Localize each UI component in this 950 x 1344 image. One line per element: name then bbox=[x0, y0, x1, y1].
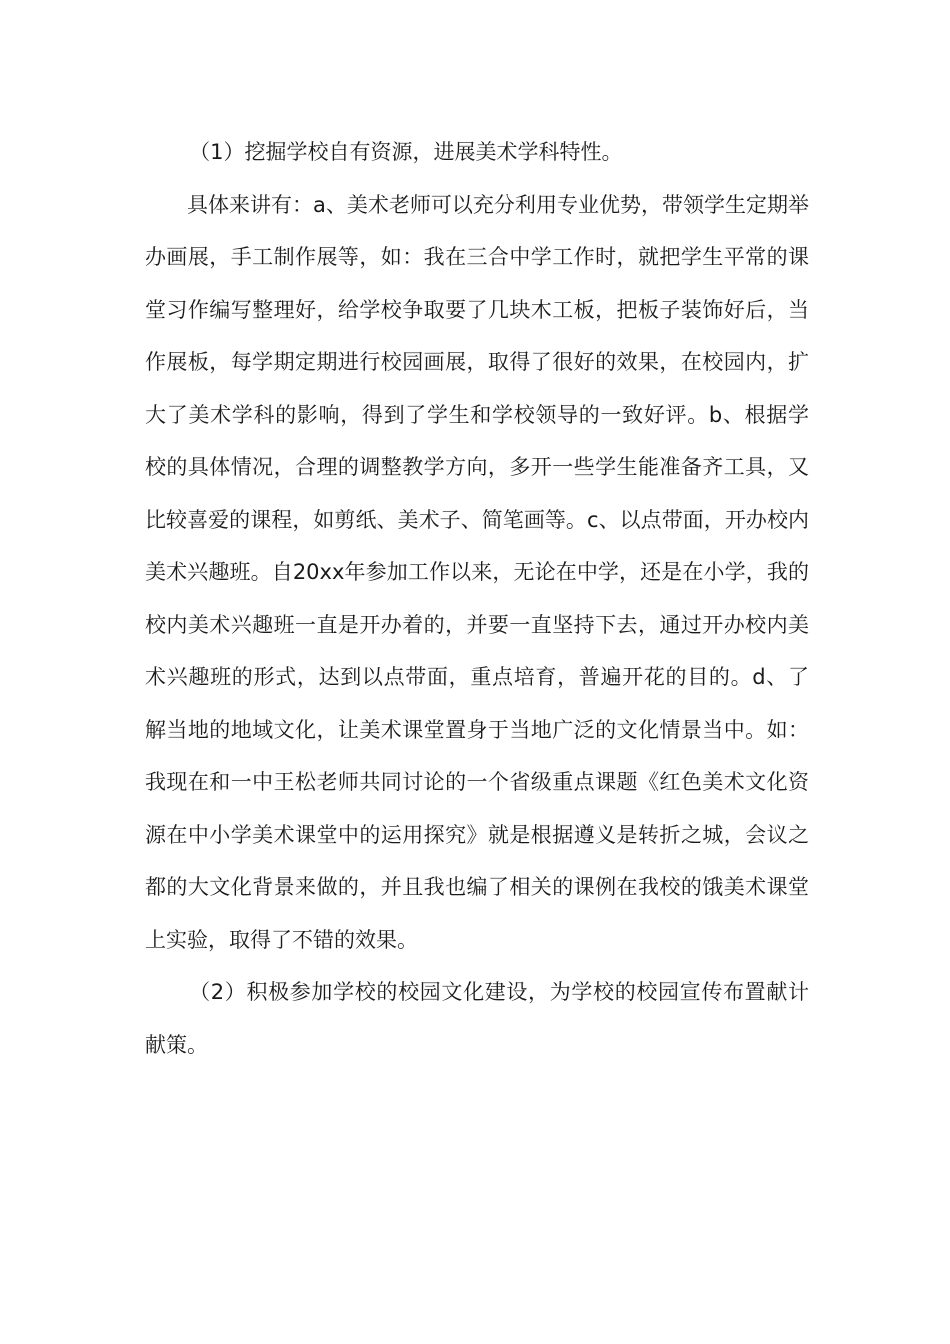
paragraph-item-1: （1）挖掘学校自有资源，进展美术学科特性。 bbox=[189, 140, 623, 164]
document-body bbox=[145, 126, 809, 1071]
paragraph-item-2: （2）积极参加学校的校园文化建设，为学校的校园宣传布置献计献策。 bbox=[145, 980, 809, 1057]
paragraph-details: 具体来讲有：a、美术老师可以充分利用专业优势，带领学生定期举办画展，手工制作展等，如：我在三合中学工作时，就把学生平常的课堂习作编写整理好，给学校争取要了几块木工板，把板子装饰好后，当作展板，每学期定期进行校园画展，取得了很好的效果，在校园内，扩大了美术学科的影响，得到了学生和学校领导的一致好评。b、根据学校的具体情况，合理的调整教学方向，多开一些学生能准备齐工具，又比较喜爱的课程，如剪纸、美术子、简笔画等。c、以点带面，开办校内美术兴趣班。自20xx年参加工作以来，无论在中学，还是在小学，我的校内美术兴趣班一直是开办着的，并要一直坚持下去，通过开办校内美术兴趣班的形式，达到以点带面，重点培育，普遍开花的目的。d、了解当地的地域文化，让美术课堂置身于当地广泛的文化情景当中。如：我现在和一中王松老师共同讨论的一个省级重点课题《红色美术文化资源在中小学美术课堂中的运用探究》就是根据遵义是转折之城，会议之都的大文化背景来做的，并且我也编了相关的课例在我校的饿美术课堂上实验，取得了不错的效果。 bbox=[145, 192, 809, 952]
